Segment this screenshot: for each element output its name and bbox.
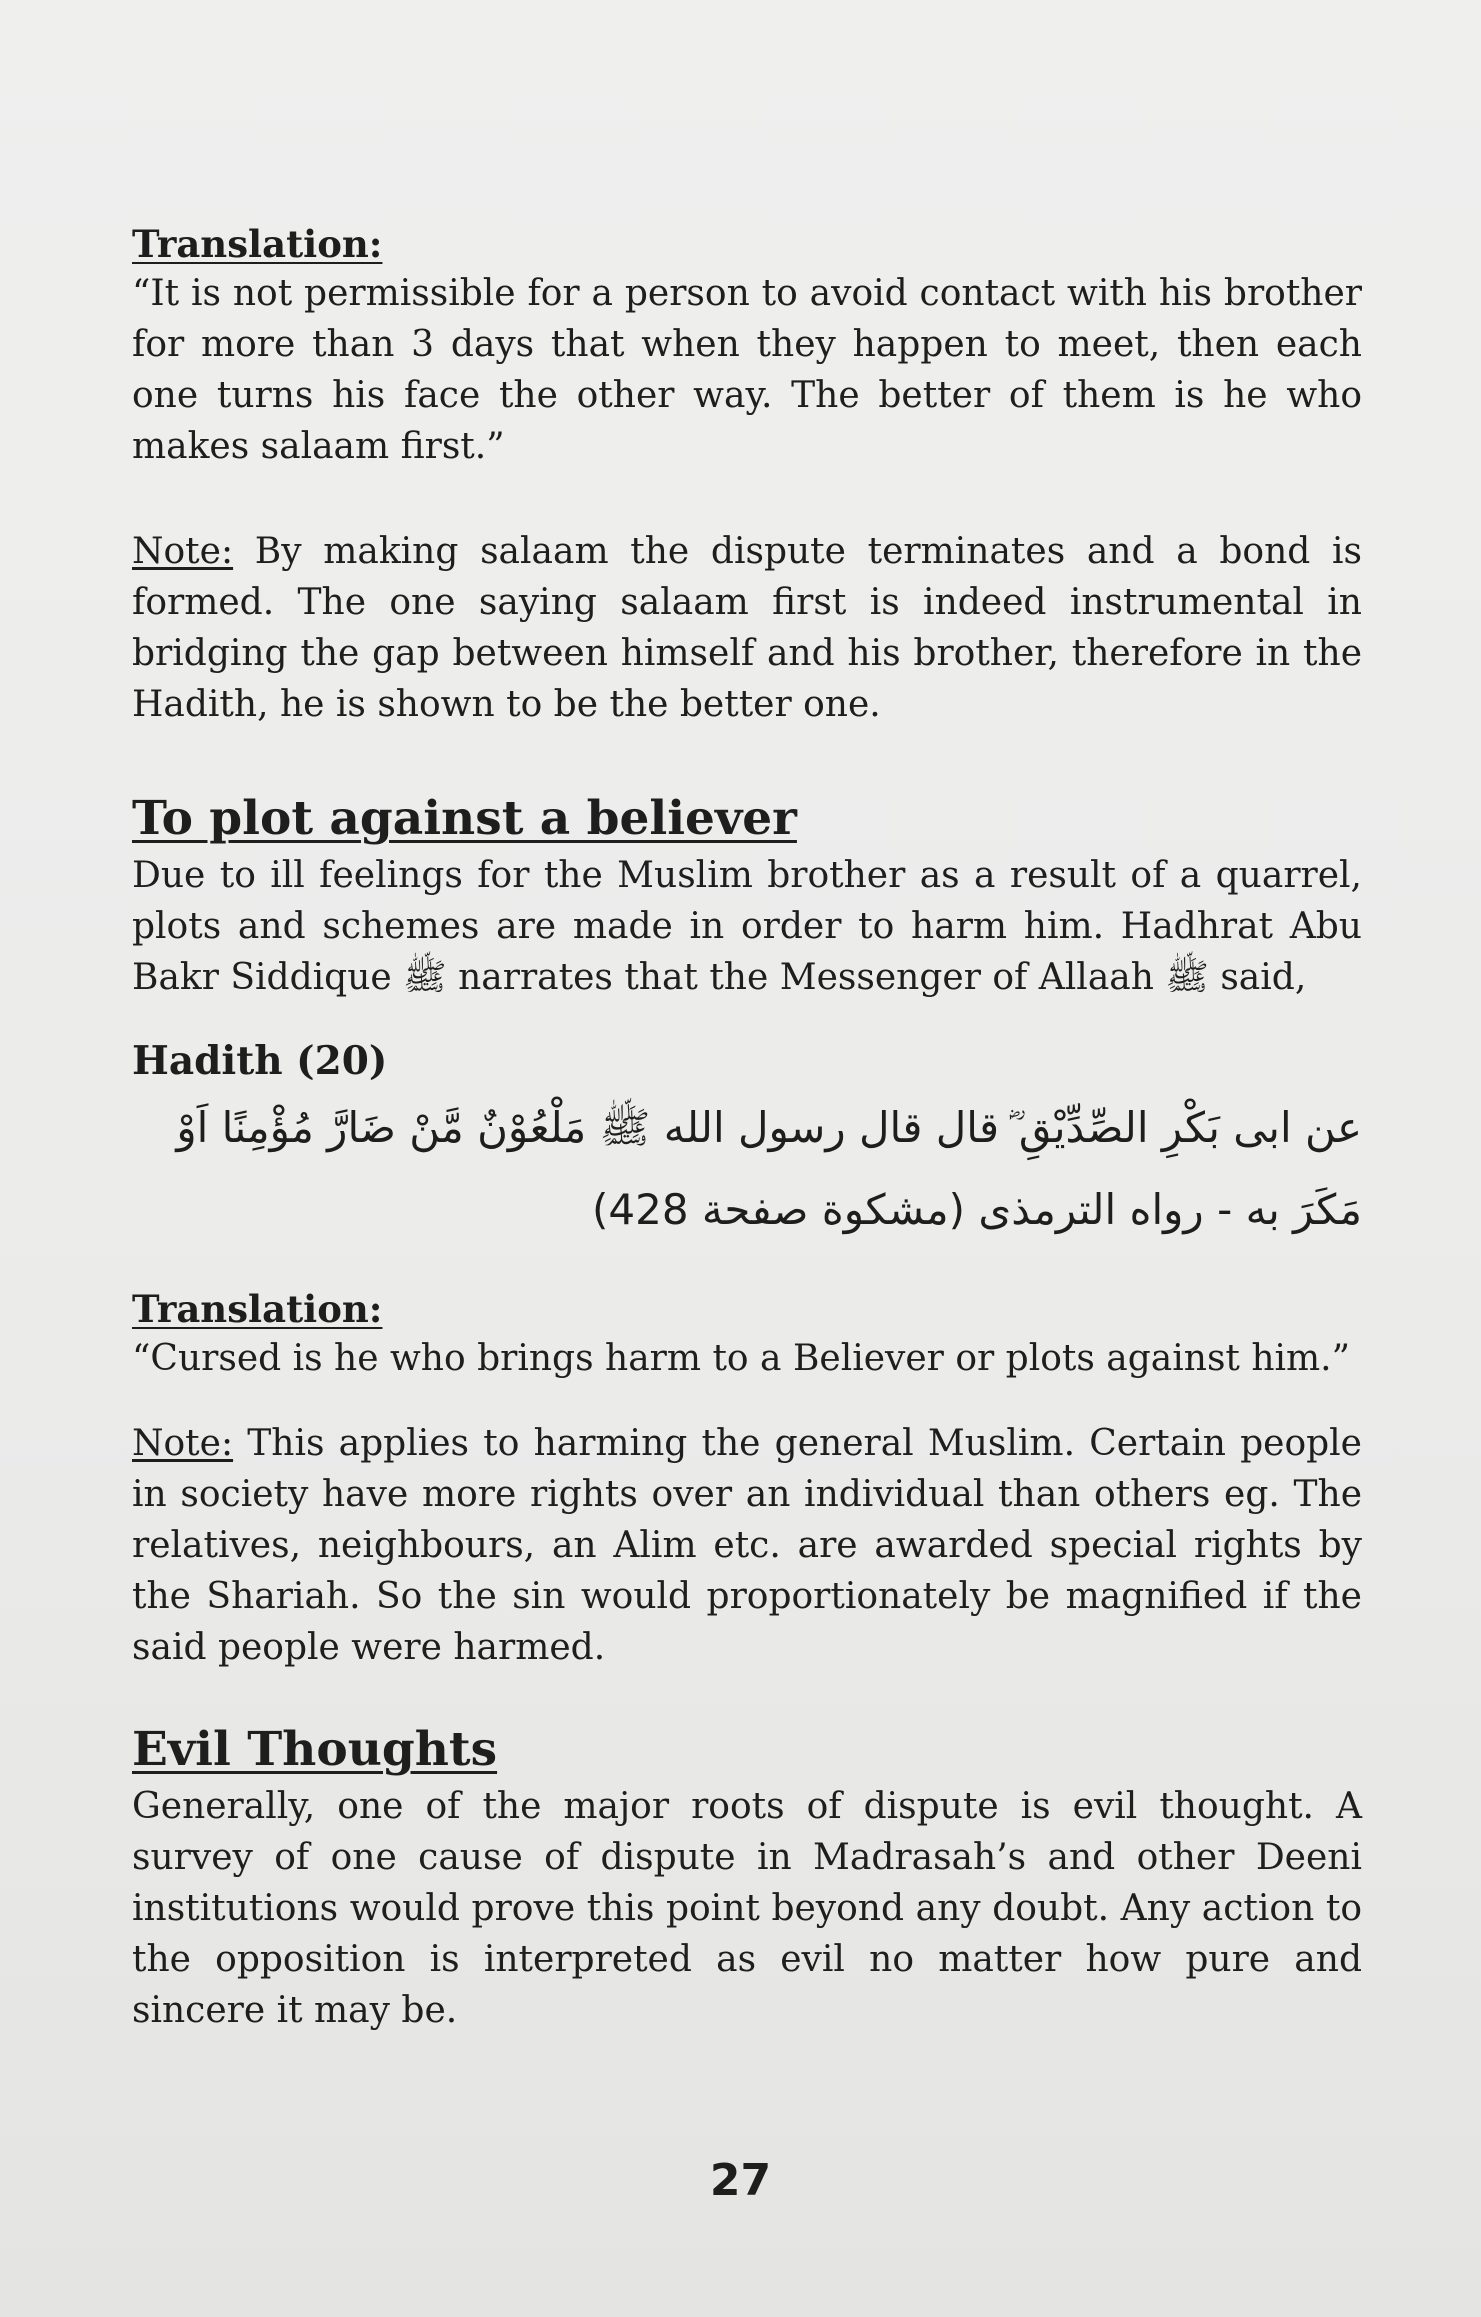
translation-text-2: “Cursed is he who brings harm to a Believer or plots against him.”: [132, 1338, 1351, 1379]
section-text-plot: Due to ill feelings for the Muslim brother as a result of a quarrel, plots and schemes are made in order to harm him. Hadhrat Abu Bakr Siddique ﷺ narrates that the Messenger of Allaah ﷺ said,: [132, 855, 1362, 998]
translation-text-1: “It is not permissible for a person to avoid contact with his brother for more than 3 days that when they happen to meet, then each one turns his face the other way. The better of them is he who makes salaam first.”: [132, 273, 1362, 467]
page-content: [132, 220, 1362, 2036]
note-label-2: Note:: [132, 1423, 234, 1464]
note-text-1: By making salaam the dispute terminates and a bond is formed. The one saying salaam first is indeed instrumental in bridging the gap between himself and his brother, therefore in the Hadith, he is shown to be the better one.: [132, 531, 1362, 725]
section-heading-evil-thoughts: Evil Thoughts: [132, 1722, 498, 1777]
section-text-evil-thoughts: Generally, one of the major roots of dispute is evil thought. A survey of one cause of dispute in Madrasah’s and other Deeni institutions would prove this point beyond any doubt. Any action to the opposition is interpreted as evil no matter how pure and sincere it may be.: [132, 1786, 1362, 2031]
note-label-1: Note:: [132, 531, 234, 572]
note-2: [132, 1418, 1362, 1673]
hadith-title: Hadith (20): [132, 1038, 388, 1084]
translation-heading-1: Translation:: [132, 222, 383, 266]
note-1: [132, 526, 1362, 730]
hadith-arabic-line-1: عن ابى بَكْرِ الصِّدِّيْقِ ؓ قال قال رسول الله ﷺ مَلْعُوْنٌ مَّنْ ضَارَّ مُؤْمِنًا اَوْ: [176, 1103, 1362, 1152]
note-text-2: This applies to harming the general Muslim. Certain people in society have more rights over an individual than others eg. The relatives, neighbours, an Alim etc. are awarded special rights by the Shariah. So the sin would proportionately be magnified if the said people were harmed.: [132, 1423, 1362, 1668]
translation-heading-2: Translation:: [132, 1287, 383, 1331]
page-number: 27: [709, 2155, 772, 2206]
hadith-arabic-line-2: مَكَرَ به - رواه الترمذى (مشكوة صفحة 428): [592, 1185, 1362, 1234]
section-heading-plot: To plot against a believer: [132, 791, 797, 846]
